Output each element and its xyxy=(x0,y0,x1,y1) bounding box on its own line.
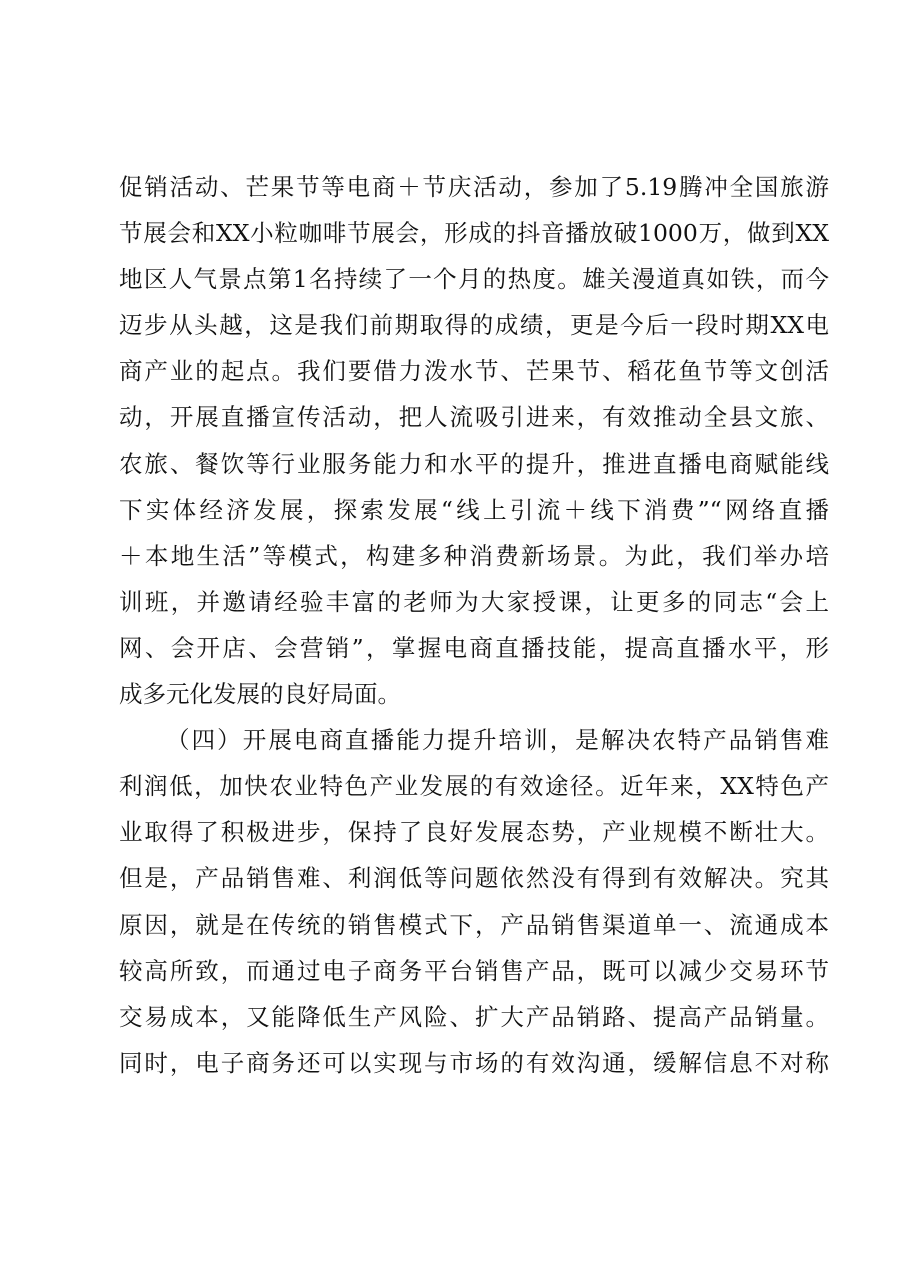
text-line: 但是，产品销售难、利润低等问题依然没有得到有效解决。究其 xyxy=(119,864,829,893)
text-line: 较高所致，而通过电子商务平台销售产品，既可以减少交易环节 xyxy=(119,956,829,985)
section-heading-line: （四）开展电商直播能力提升培训，是解决农特产品销售难 xyxy=(166,726,829,755)
text-line: 下实体经济发展，探索发展“线上引流＋线下消费”“网络直播 xyxy=(119,495,829,524)
text-line: 促销活动、芒果节等电商＋节庆活动，参加了5.19腾冲全国旅游 xyxy=(119,173,829,201)
text-line: 节展会和XX小粒咖啡节展会，形成的抖音播放破1000万，做到XX xyxy=(119,219,829,248)
text-line: 商产业的起点。我们要借力泼水节、芒果节、稻花鱼节等文创活 xyxy=(119,357,829,386)
text-line: 原因，就是在传统的销售模式下，产品销售渠道单一、流通成本 xyxy=(119,910,829,939)
body-text xyxy=(119,164,829,1086)
text-line: 利润低，加快农业特色产业发展的有效途径。近年来，XX特色产 xyxy=(119,772,829,801)
text-line: 地区人气景点第1名持续了一个月的热度。雄关漫道真如铁，而今 xyxy=(119,265,829,294)
text-line: 迈步从头越，这是我们前期取得的成绩，更是今后一段时期XX电 xyxy=(119,311,829,340)
text-line: 网、会开店、会营销”，掌握电商直播技能，提高直播水平，形 xyxy=(119,633,829,662)
text-line: 农旅、餐饮等行业服务能力和水平的提升，推进直播电商赋能线 xyxy=(119,449,829,478)
text-line: 同时，电子商务还可以实现与市场的有效沟通，缓解信息不对称 xyxy=(119,1048,829,1077)
text-line: 训班，并邀请经验丰富的老师为大家授课，让更多的同志“会上 xyxy=(119,587,829,616)
text-line: 交易成本，又能降低生产风险、扩大产品销路、提高产品销量。 xyxy=(119,1002,829,1031)
text-line: 业取得了积极进步，保持了良好发展态势，产业规模不断壮大。 xyxy=(119,818,829,847)
text-line: 动，开展直播宣传活动，把人流吸引进来，有效推动全县文旅、 xyxy=(119,403,829,432)
text-line: ＋本地生活”等模式，构建多种消费新场景。为此，我们举办培 xyxy=(119,541,829,570)
text-line: 成多元化发展的良好局面。 xyxy=(119,680,401,709)
